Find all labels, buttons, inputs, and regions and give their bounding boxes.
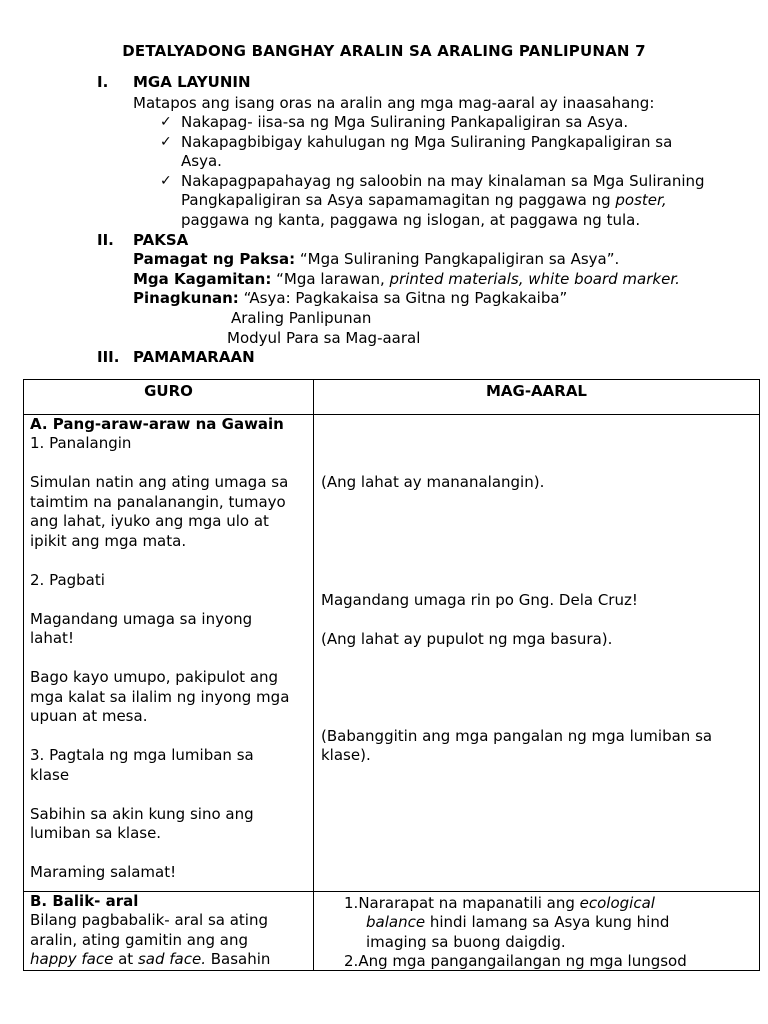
guro-text: Magandang umaga sa inyong xyxy=(30,610,253,628)
column-header-magaaral: MAG-AARAL xyxy=(314,380,760,415)
magaaral-text: Magandang umaga rin po Gng. Dela Cruz! xyxy=(321,591,638,609)
section-number-3: III. xyxy=(97,348,120,366)
table-row xyxy=(24,415,760,892)
guro-text: lumiban sa klase. xyxy=(30,824,162,842)
table-row xyxy=(24,892,760,971)
guro-text: ang lahat, iyuko ang mga ulo at xyxy=(30,512,269,530)
section-heading-layunin: MGA LAYUNIN xyxy=(133,73,251,91)
guro-text: 1. Panalangin xyxy=(30,434,132,452)
kagamitan-italic: printed materials, white board marker. xyxy=(389,270,680,288)
section-heading-paksa: PAKSA xyxy=(133,231,189,249)
guro-italic: sad face. xyxy=(137,950,206,968)
kagamitan-value: “Mga larawan, xyxy=(271,270,390,288)
guro-text: taimtim na panalanangin, tumayo xyxy=(30,493,286,511)
lesson-procedure-table xyxy=(23,379,760,971)
magaaral-text: klase). xyxy=(321,746,371,764)
list-text: Ang mga pangangailangan ng mga lungsod xyxy=(358,952,687,970)
guro-text: lahat! xyxy=(30,629,74,647)
guro-text: Simulan natin ang ating umaga sa xyxy=(30,473,289,491)
kagamitan-label: Mga Kagamitan: xyxy=(133,270,272,288)
list-number: 1. xyxy=(344,894,359,912)
guro-text: 2. Pagbati xyxy=(30,571,105,589)
objective-italic-text: poster, xyxy=(615,191,667,209)
magaaral-text: (Babanggitin ang mga pangalan ng mga lumiban sa xyxy=(321,727,713,745)
table-header-row xyxy=(24,380,760,415)
guro-text: 3. Pagtala ng mga lumiban sa xyxy=(30,746,254,764)
guro-text: Bago kayo umupo, pakipulot ang xyxy=(30,668,279,686)
pamagat-value: “Mga Suliraning Pangkapaligiran sa Asya”. xyxy=(295,250,620,268)
magaaral-cell xyxy=(314,892,760,971)
objective-text: Pangkapaligiran sa Asya sapamamagitan ng paggawa ng xyxy=(181,191,616,209)
objectives-intro: Matapos ang isang oras na aralin ang mga mag-aaral ay inaasahang: xyxy=(133,94,655,112)
checkmark-icon: ✓ xyxy=(160,114,172,130)
objective-item-continued xyxy=(181,191,667,210)
list-italic: ecological xyxy=(579,894,655,912)
guro-text: upuan at mesa. xyxy=(30,707,148,725)
list-text: Nararapat na mapanatili ang xyxy=(358,894,580,912)
pinagkunan-label: Pinagkunan: xyxy=(133,289,239,307)
magaaral-text: (Ang lahat ay mananalangin). xyxy=(321,473,545,491)
guro-text: Bilang pagbabalik- aral sa ating xyxy=(30,911,269,929)
guro-text: Sabihin sa akin kung sino ang xyxy=(30,805,254,823)
checkmark-icon: ✓ xyxy=(160,173,172,189)
guro-cell xyxy=(24,415,314,892)
row-heading: A. Pang-araw-araw na Gawain xyxy=(30,415,284,433)
magaaral-text: (Ang lahat ay pupulot ng mga basura). xyxy=(321,630,613,648)
objective-item: Nakapagpapahayag ng saloobin na may kinalaman sa Mga Suliraning xyxy=(181,172,705,190)
kagamitan-line xyxy=(133,270,680,289)
objective-item: Nakapagbibigay kahulugan ng Mga Suliraning Pangkapaligiran sa xyxy=(181,133,673,151)
objective-item-continued: paggawa ng kanta, paggawa ng islogan, at paggawa ng tula. xyxy=(181,211,641,229)
magaaral-cell xyxy=(314,415,760,892)
pinagkunan-value: “Asya: Pagkakaisa sa Gitna ng Pagkakaiba” xyxy=(238,289,568,307)
objective-item: Nakapag- iisa-sa ng Mga Suliraning Pankapaligiran sa Asya. xyxy=(181,113,629,131)
pamagat-line xyxy=(133,250,619,269)
guro-cell xyxy=(24,892,314,971)
section-number-2: II. xyxy=(97,231,114,249)
guro-text: mga kalat sa ilalim ng inyong mga xyxy=(30,688,290,706)
document-title: DETALYADONG BANGHAY ARALIN SA ARALING PANLIPUNAN 7 xyxy=(122,42,646,60)
pamagat-label: Pamagat ng Paksa: xyxy=(133,250,296,268)
pinagkunan-line xyxy=(133,289,567,308)
column-header-guro: GURO xyxy=(24,380,314,415)
pinagkunan-line-2: Araling Panlipunan xyxy=(231,309,372,327)
guro-text xyxy=(30,950,270,970)
list-number: 2. xyxy=(344,952,359,970)
numbered-item-continued xyxy=(366,913,669,933)
objective-item-continued: Asya. xyxy=(181,152,222,170)
list-text: hindi lamang sa Asya kung hind xyxy=(425,913,670,931)
section-number-1: I. xyxy=(97,73,109,91)
guro-text: Maraming salamat! xyxy=(30,863,177,881)
guro-text: ipikit ang mga mata. xyxy=(30,532,187,550)
numbered-item xyxy=(344,894,655,914)
guro-text-inline: at xyxy=(113,950,138,968)
guro-text: klase xyxy=(30,766,70,784)
guro-text-inline: Basahin xyxy=(205,950,271,968)
section-heading-pamamaraan: PAMAMARAAN xyxy=(133,348,255,366)
pinagkunan-line-3: Modyul Para sa Mag-aaral xyxy=(227,329,421,347)
row-heading: B. Balik- aral xyxy=(30,892,139,910)
guro-text: aralin, ating gamitin ang ang xyxy=(30,931,248,949)
numbered-item-continued: imaging sa buong daigdig. xyxy=(366,933,566,951)
list-italic: balance xyxy=(366,913,426,931)
checkmark-icon: ✓ xyxy=(160,134,172,150)
numbered-item xyxy=(344,952,687,970)
guro-italic: happy face xyxy=(30,950,114,968)
